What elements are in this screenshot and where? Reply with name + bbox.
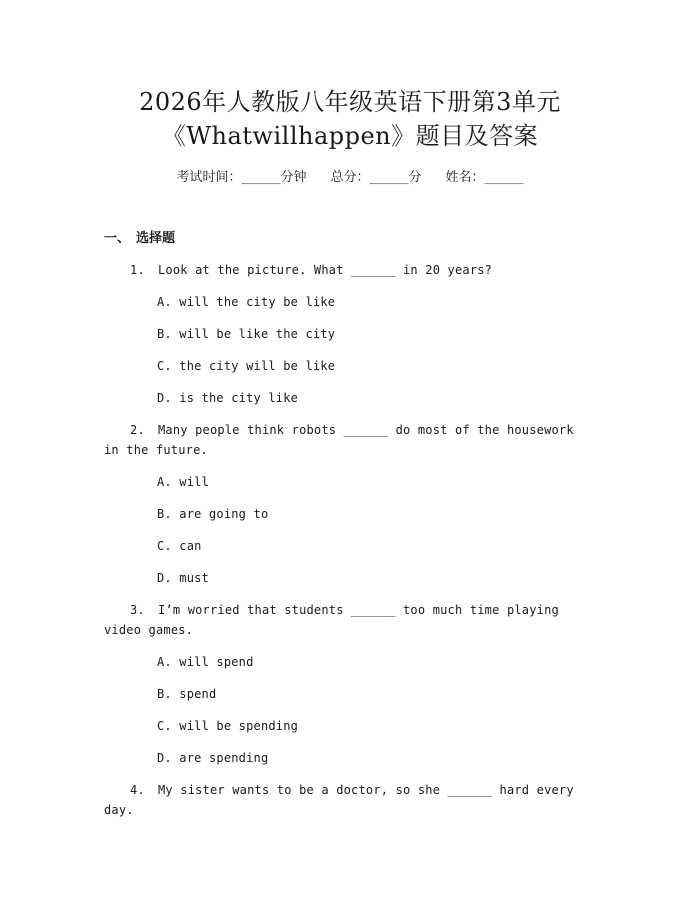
question-3-option-b: B. spend [157, 687, 217, 701]
question-number: 1. [130, 263, 145, 277]
question-4 [104, 780, 594, 820]
question-text: Many people think robots ______ do most of the housework in the future. [104, 423, 574, 457]
question-number: 3. [130, 603, 145, 617]
question-3-option-a: A. will spend [157, 655, 254, 669]
question-3-option-c: C. will be spending [157, 719, 299, 733]
question-1 [104, 260, 594, 280]
question-2-option-d: D. must [157, 571, 209, 585]
section-number: 一、 [104, 231, 131, 246]
document-title-line-2: 《Whatwillhappen》题目及答案 [161, 122, 539, 150]
question-2-option-b: B. are going to [157, 507, 269, 521]
question-number: 4. [130, 783, 145, 797]
section-heading [104, 230, 175, 248]
exam-score-field: 总分：______分 [330, 170, 422, 185]
question-3-option-d: D. are spending [157, 751, 269, 765]
question-text: My sister wants to be a doctor, so she ______ hard every day. [104, 783, 574, 817]
question-2-option-c: C. can [157, 539, 202, 553]
question-2 [104, 420, 594, 460]
question-number: 2. [130, 423, 145, 437]
question-text: Look at the picture. What ______ in 20 years? [158, 263, 493, 277]
question-1-option-a: A. will the city be like [157, 295, 336, 309]
question-1-option-d: D. is the city like [157, 391, 299, 405]
section-title: 选择题 [136, 231, 176, 246]
question-2-option-a: A. will [157, 475, 209, 489]
question-text: I’m worried that students ______ too much time playing video games. [104, 603, 559, 637]
exam-name-field: 姓名：______ [445, 170, 524, 185]
document-title-line-1: 2026年人教版八年级英语下册第3单元 [139, 88, 561, 116]
question-1-option-b: B. will be like the city [157, 327, 336, 341]
exam-meta-line [0, 168, 700, 188]
question-1-option-c: C. the city will be like [157, 359, 336, 373]
question-3 [104, 600, 594, 640]
exam-time-field: 考试时间：______分钟 [176, 170, 307, 185]
